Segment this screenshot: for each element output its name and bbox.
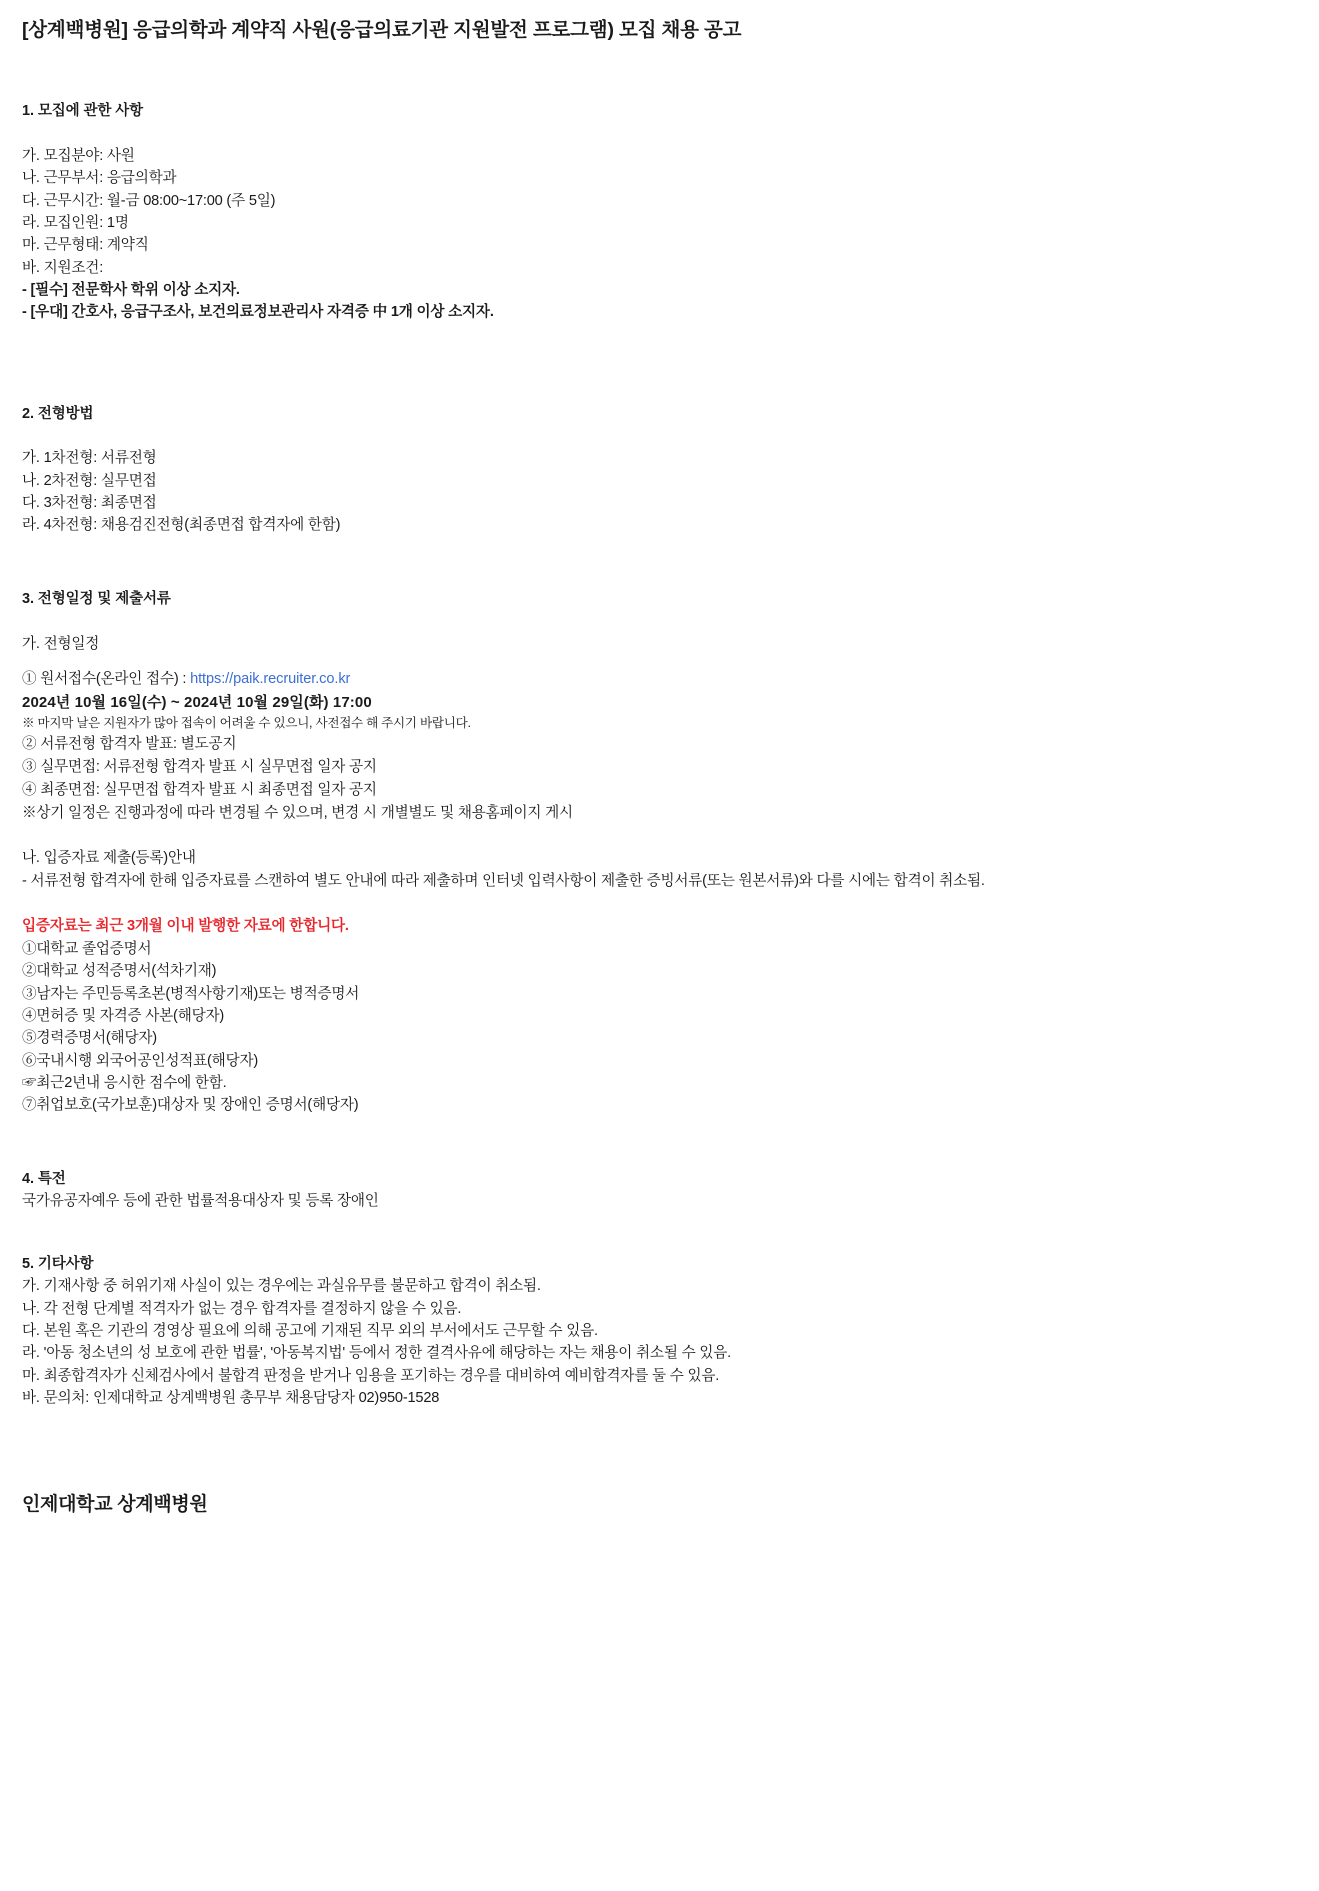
section-etc-list [22, 1275, 1297, 1409]
spacer [22, 1467, 1297, 1489]
spacer [22, 1409, 1297, 1467]
apply-label: ① 원서접수(온라인 접수) : [22, 670, 191, 687]
spacer [22, 43, 1297, 101]
page-title: [상계백병원] 응급의학과 계약직 사원(응급의료기관 지원발전 프로그램) 모집 채용 공고 [22, 19, 742, 41]
spacer [22, 1117, 1297, 1157]
documents-warning: 입증자료는 최근 3개월 이내 발행한 자료에 한합니다. [22, 918, 349, 935]
list-item: ②대학교 성적증명서(석차기재) [22, 963, 217, 980]
spacer [22, 537, 1297, 577]
spacer [22, 425, 1297, 447]
list-item-note: ☞최근2년내 응시한 점수에 한함. [22, 1075, 227, 1092]
list-item: ② 서류전형 합격자 발표: 별도공지 [22, 735, 237, 752]
list-item: ⑥국내시행 외국어공인성적표(해당자) [22, 1052, 259, 1069]
section-etc-heading: 5. 기타사항 [22, 1255, 94, 1272]
section-method-list [22, 447, 1297, 536]
section-benefits [22, 1169, 1297, 1214]
requirement-required: - [필수] 전문학사 학위 이상 소지자. [22, 282, 240, 299]
spacer [22, 825, 1297, 847]
contact-line: 바. 문의처: 인제대학교 상계백병원 총무부 채용담당자 02)950-1528 [22, 1389, 440, 1406]
apply-line [22, 668, 1297, 691]
apply-note: ※ 마지막 날은 지원자가 많아 접속이 어려울 수 있으니, 사전접수 해 주시기 바랍니다. [22, 715, 471, 730]
list-item: 다. 본원 혹은 기관의 경영상 필요에 의해 공고에 기재된 직무 외의 부서에서도 근무할 수 있음. [22, 1322, 598, 1339]
list-item: ④면허증 및 자격증 사본(해당자) [22, 1008, 225, 1025]
spacer [22, 382, 1297, 404]
section-recruit-heading: 1. 모집에 관한 사항 [22, 103, 144, 120]
list-item: ④ 최종면접: 실무면접 합격자 발표 시 최종면접 일자 공지 [22, 781, 377, 798]
list-item: 다. 3차전형: 최종면접 [22, 495, 157, 512]
list-item: 가. 기재사항 중 허위기재 사실이 있는 경우에는 과실유무를 불문하고 합격이 취소됨. [22, 1278, 541, 1295]
section-etc [22, 1254, 1297, 1410]
list-item: 나. 근무부서: 응급의학과 [22, 170, 177, 187]
list-item: 라. '아동 청소년의 성 보호에 관한 법률', '아동복지법' 등에서 정한 결격사유에 해당하는 자는 채용이 취소될 수 있음. [22, 1345, 731, 1362]
section-schedule-heading: 3. 전형일정 및 제출서류 [22, 590, 171, 607]
list-item: 가. 모집분야: 사원 [22, 148, 135, 165]
footer-organization: 인제대학교 상계백병원 [22, 1494, 208, 1516]
benefits-text: 국가유공자예우 등에 관한 법률적용대상자 및 등록 장애인 [22, 1193, 379, 1210]
list-item: 마. 근무형태: 계약직 [22, 237, 149, 254]
schedule-sub-heading-b: 나. 입증자료 제출(등록)안내 [22, 849, 196, 866]
list-item: ③ 실무면접: 서류전형 합격자 발표 시 실무면접 일자 공지 [22, 758, 377, 775]
list-item: 나. 2차전형: 실무면접 [22, 472, 157, 489]
apply-period: 2024년 10월 16일(수) ~ 2024년 10월 29일(화) 17:00 [22, 693, 372, 711]
section-method [22, 404, 1297, 537]
section-method-heading: 2. 전형방법 [22, 405, 94, 422]
requirement-preferred: - [우대] 간호사, 응급구조사, 보건의료정보관리사 자격증 中 1개 이상 소지자. [22, 304, 494, 321]
list-item: 라. 4차전형: 채용검진전형(최종면접 합격자에 한함) [22, 517, 341, 534]
spacer [22, 656, 1297, 668]
spacer [22, 1157, 1297, 1169]
spacer [22, 1214, 1297, 1254]
list-item: 바. 지원조건: [22, 259, 104, 276]
list-item: ③남자는 주민등록초본(병적사항기재)또는 병적증명서 [22, 985, 360, 1002]
spacer [22, 577, 1297, 589]
spacer [22, 123, 1297, 145]
list-item: ①대학교 졸업증명서 [22, 941, 152, 958]
section-recruit-list [22, 145, 1297, 324]
list-item: ⑦취업보호(국가보훈)대상자 및 장애인 증명서(해당자) [22, 1097, 359, 1114]
list-item: 라. 모집인원: 1명 [22, 215, 129, 232]
list-item: 나. 각 전형 단계별 적격자가 없는 경우 합격자를 결정하지 않을 수 있음. [22, 1300, 462, 1317]
spacer [22, 611, 1297, 633]
list-item: 다. 근무시간: 월-금 08:00~17:00 (주 5일) [22, 192, 276, 209]
section-recruit [22, 101, 1297, 323]
section-schedule [22, 589, 1297, 1117]
apply-url-link[interactable]: https://paik.recruiter.co.kr [190, 670, 351, 687]
spacer [22, 324, 1297, 382]
schedule-change-note: ※상기 일정은 진행과정에 따라 변경될 수 있으며, 변경 시 개별별도 및 채용홈페이지 게시 [22, 804, 573, 821]
proof-submission-note: - 서류전형 합격자에 한해 입증자료를 스캔하여 별도 안내에 따라 제출하며 인터넷 입력사항이 제출한 증빙서류(또는 원본서류)와 다를 시에는 합격이 취소됨. [22, 873, 985, 889]
schedule-sub-heading-a: 가. 전형일정 [22, 635, 100, 652]
list-item: 마. 최종합격자가 신체검사에서 불합격 판정을 받거나 임용을 포기하는 경우를 대비하여 예비합격자를 둘 수 있음. [22, 1367, 720, 1384]
documents-list [22, 938, 1297, 1117]
section-benefits-heading: 4. 특전 [22, 1170, 66, 1187]
list-item: 가. 1차전형: 서류전형 [22, 450, 157, 467]
spacer [22, 893, 1297, 915]
list-item: ⑤경력증명서(해당자) [22, 1030, 157, 1047]
